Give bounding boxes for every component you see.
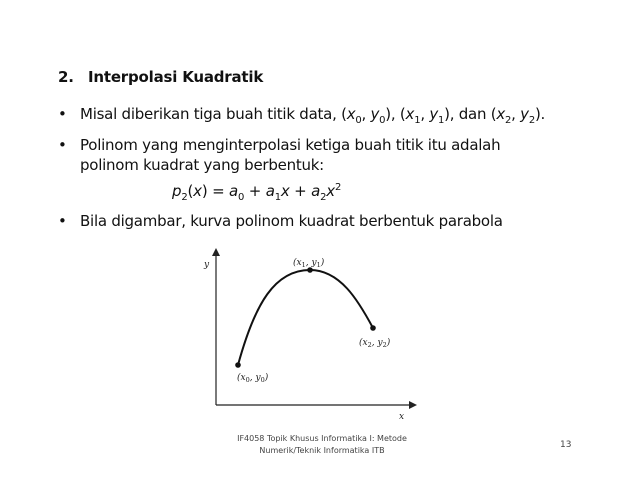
formula-equals: ) = [201, 182, 230, 200]
formula-sub: 2 [181, 192, 188, 203]
formula-a0: a [229, 182, 239, 200]
sub-1: 1 [414, 115, 421, 126]
bullet-marker: • [58, 136, 67, 154]
text-fragment: ), ( [385, 105, 406, 123]
bullet-text-line2: polinom kuadrat yang berbentuk: [80, 156, 324, 174]
formula-sub: 1 [274, 192, 281, 203]
x-axis-label: x [399, 412, 405, 422]
var-y1: y [429, 105, 438, 123]
text-fragment: , [361, 105, 371, 123]
var-x1: x [405, 105, 415, 123]
text-fragment: ). [534, 105, 546, 123]
sub-1: 1 [438, 115, 445, 126]
sub-0: 0 [379, 115, 386, 126]
formula-plus: + [244, 182, 266, 200]
y-axis-label: y [204, 260, 210, 270]
heading-text: Interpolasi Kuadratik [88, 68, 264, 86]
sub-0: 0 [355, 115, 362, 126]
sub-2: 2 [505, 115, 512, 126]
section-heading [58, 68, 263, 86]
formula-sub: 2 [320, 192, 327, 203]
var-y2: y [520, 105, 529, 123]
formula-x: x [326, 182, 335, 200]
text-fragment: Misal diberikan tiga buah titik data, ( [80, 105, 347, 123]
footer-line2: Numerik/Teknik Informatika ITB [259, 446, 385, 455]
formula-x: x [280, 182, 290, 200]
point-label-1: ($x_1$, $y_1$) [293, 258, 325, 269]
bullet-text [80, 103, 545, 132]
text-fragment: , [420, 105, 430, 123]
data-point-2 [370, 325, 376, 331]
data-point-0 [235, 362, 241, 368]
bullet-marker: • [58, 105, 67, 123]
formula-a2: a [311, 182, 321, 200]
formula-a1: a [265, 182, 275, 200]
point-label-2: ($x_2$, $y_2$) [359, 338, 391, 349]
footer-line1: IF4058 Topik Khusus Informatika I: Metode [237, 434, 407, 443]
formula-sub: 0 [238, 192, 245, 203]
formula-x: x [193, 182, 202, 200]
formula-plus: + [289, 182, 312, 200]
bullet-text: Bila digambar, kurva polinom kuadrat berbentuk parabola [80, 212, 503, 230]
var-x2: x [496, 105, 505, 123]
formula-p: p [172, 182, 182, 200]
point-label-0: ($x_0$, $y_0$) [237, 373, 269, 384]
text-fragment: ), dan ( [444, 105, 497, 123]
var-x0: x [346, 105, 356, 123]
parabola-curve [238, 270, 373, 365]
page-number: 13 [560, 440, 572, 450]
heading-number: 2. [58, 68, 74, 86]
formula-sup: 2 [334, 182, 342, 193]
bullet-text-line1: Polinom yang menginterpolasi ketiga buah titik itu adalah [80, 136, 501, 154]
bullet-marker: • [58, 212, 67, 230]
formula-paren: ( [187, 182, 194, 200]
text-fragment: , [511, 105, 521, 123]
data-point-1 [307, 267, 313, 273]
footer-course [222, 433, 422, 457]
var-y0: y [370, 105, 380, 123]
sub-2: 2 [528, 115, 535, 126]
parabola-graph [195, 248, 420, 428]
quadratic-formula [172, 182, 341, 203]
